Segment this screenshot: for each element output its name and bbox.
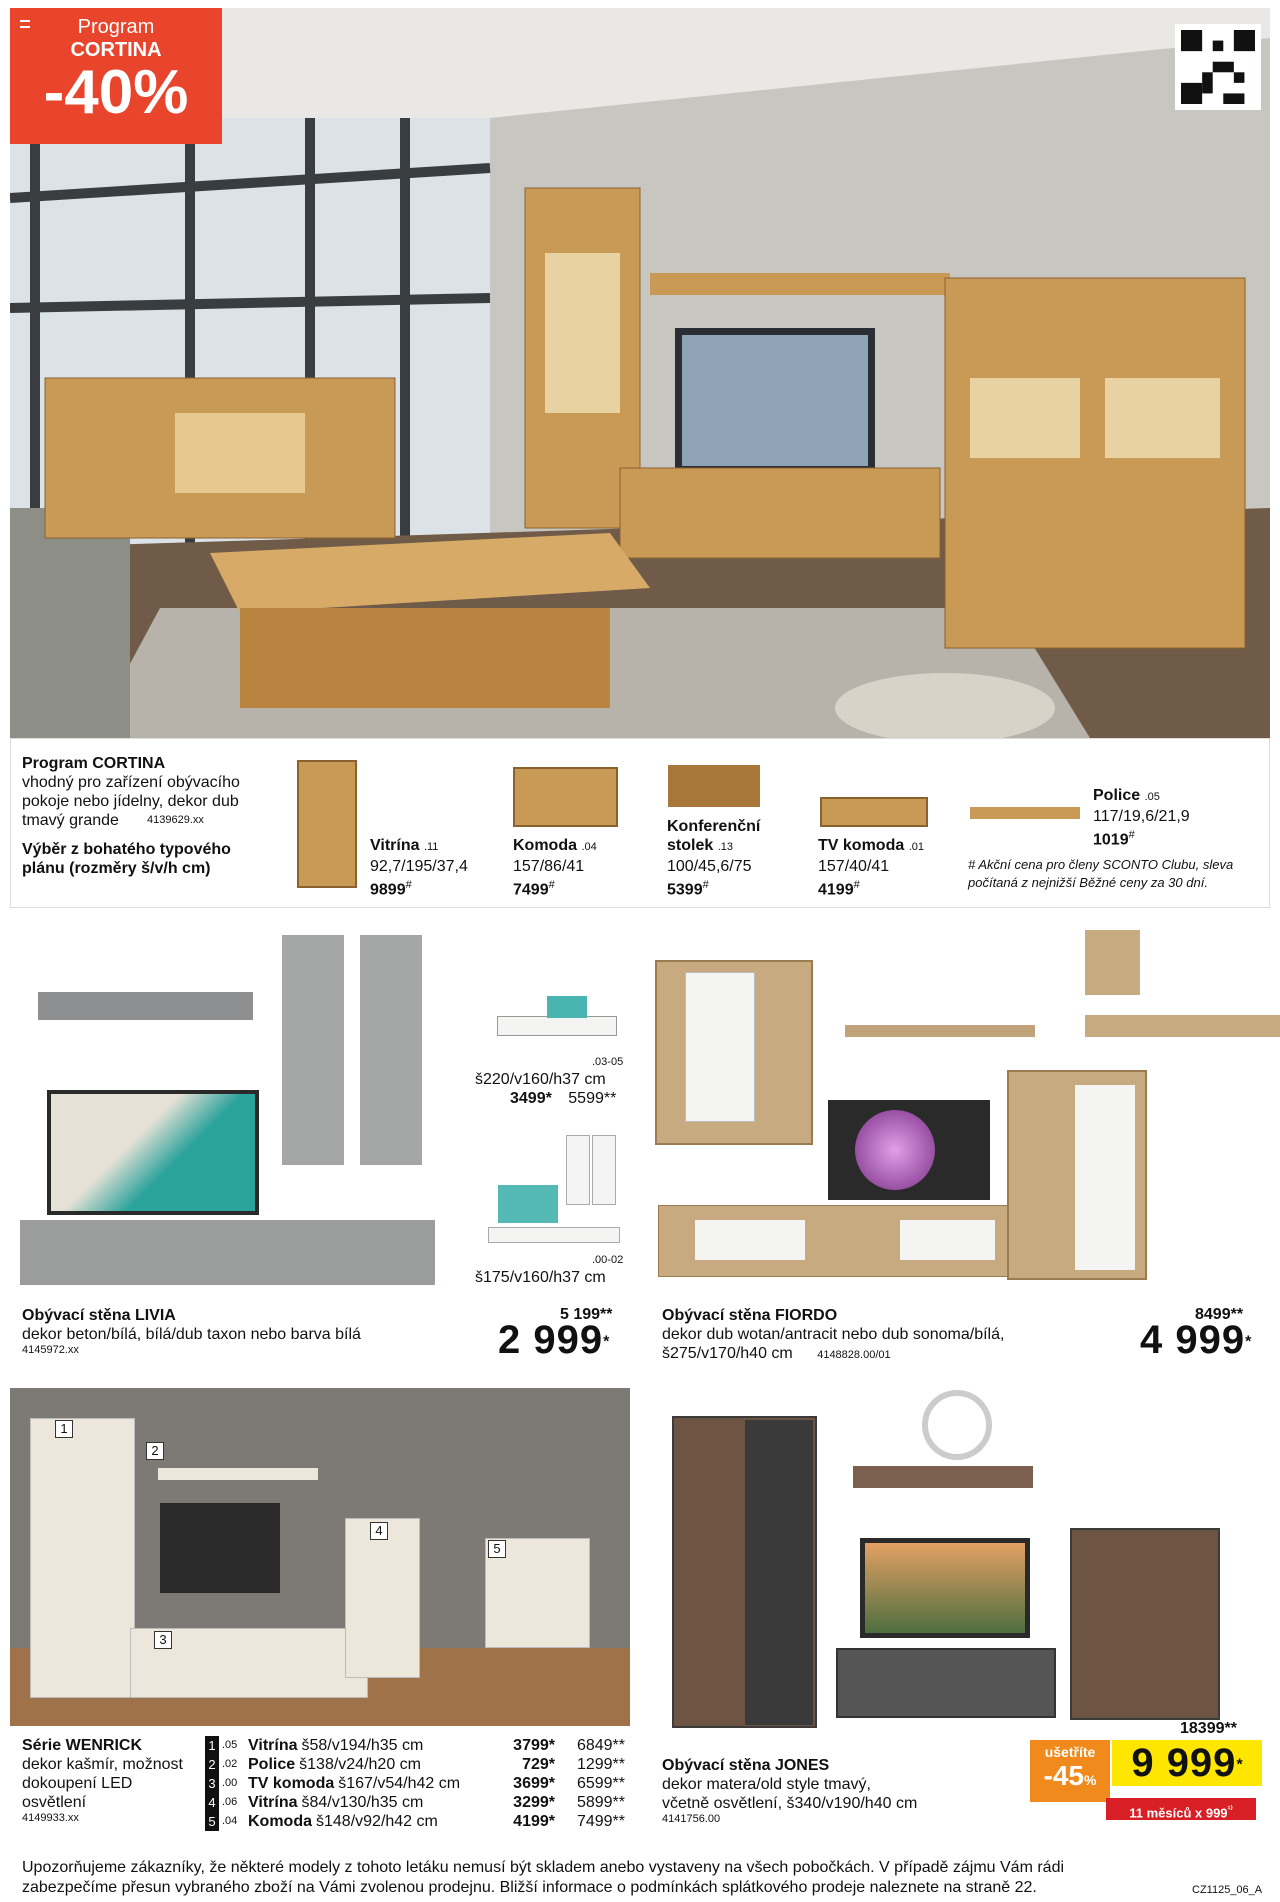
row-dims: š84/v130/h35 cm: [301, 1794, 424, 1811]
row-name: Police: [248, 1756, 296, 1773]
row-price: 3799*: [513, 1737, 555, 1754]
livia-variant2-dims: š175/v160/h37 cm: [475, 1269, 606, 1286]
wenrick-desc: dekor kašmír, možnost dokoupení LED osvětlení: [22, 1756, 183, 1811]
row-price: 4199*: [513, 1813, 555, 1830]
item-name: TV komoda: [818, 837, 905, 854]
jones-info: [662, 1756, 1002, 1825]
badge-line1: Program: [77, 16, 155, 38]
wenrick-image: [10, 1388, 630, 1726]
item-name: Vitrína: [370, 837, 420, 854]
wenrick-row: [205, 1755, 625, 1774]
jones-price-box: [1112, 1740, 1262, 1786]
save-pct: -45: [1043, 1760, 1084, 1791]
save-percent: [1030, 1760, 1110, 1792]
fiordo-desc: dekor dub wotan/antracit nebo dub sonoma/bílá,: [662, 1326, 1005, 1343]
price-value: 4 999: [1140, 1318, 1246, 1362]
wenrick-title: Série WENRICK: [22, 1737, 143, 1754]
jones-code: 4141756.00: [662, 1813, 721, 1825]
wenrick-row: [205, 1793, 625, 1812]
jones-old-price: 18399**: [1180, 1720, 1237, 1737]
row-price: 729*: [522, 1756, 555, 1773]
hash-mark: #: [548, 879, 555, 891]
cortina-item: [667, 817, 777, 899]
price-value: 2 999: [498, 1318, 604, 1362]
livia-desc: dekor beton/bílá, bílá/dub taxon nebo barva bílá: [22, 1326, 361, 1343]
row-num: 1: [205, 1736, 219, 1755]
dims: š275/v170/h40 cm: [662, 1345, 793, 1362]
jones-image: [660, 1390, 1265, 1730]
footer-note: Upozorňujeme zákazníky, že některé modely z tohoto letáku nemusí být skladem anebo vystaveny na všech pobočkách. V případě zájmu Vám rádi zabezpečíme přesun vybraného zboží na Vámi zvolenou prodejnu. Bližší informace o podmínkách splátkového prodeje naleznete na straně 22.: [22, 1859, 1065, 1896]
cortina-item: [818, 836, 924, 899]
jones-desc1: dekor matera/old style tmavý,: [662, 1776, 871, 1793]
item-price: 7499: [513, 881, 549, 899]
item-dims: 157/86/41: [513, 858, 585, 875]
row-code: .04: [222, 1815, 238, 1827]
item-dims: 100/45,6/75: [667, 858, 752, 875]
item-dims: 117/19,6/21,9: [1093, 808, 1190, 825]
price-star: *: [1245, 1333, 1252, 1351]
badge-discount: -40%: [43, 58, 189, 127]
item-code: .01: [908, 841, 924, 853]
row-code: .00: [222, 1777, 238, 1789]
row-name: TV komoda: [248, 1775, 335, 1792]
cortina-item: [1093, 786, 1190, 849]
page-code: CZ1125_06_A: [1192, 1884, 1263, 1896]
cortina-note: # Akční cena pro členy SCONTO Clubu, sleva počítaná z nejnižší Běžné ceny za 30 dní.: [968, 857, 1234, 890]
wenrick-label-5: 5: [488, 1540, 506, 1558]
item-price: 4199: [818, 881, 854, 899]
livia-variant1-dims: š220/v160/h37 cm: [475, 1071, 606, 1088]
fiordo-dims: [662, 1344, 1162, 1365]
variant-price: 3499*: [510, 1090, 552, 1107]
price-star: *: [603, 1333, 610, 1351]
installments-bar: [1106, 1798, 1256, 1820]
save-sign: %: [1084, 1772, 1097, 1788]
row-old-price: 7499**: [576, 1813, 625, 1830]
row-price: 3699*: [513, 1775, 555, 1792]
badge-menu-icon: [20, 20, 30, 28]
wenrick-table: [205, 1736, 625, 1831]
livia-price: [498, 1318, 609, 1363]
wenrick-code: 4149933.xx: [22, 1812, 79, 1824]
row-name: Vitrína: [248, 1794, 298, 1811]
cortina-item: [370, 836, 468, 899]
wenrick-label-3: 3: [154, 1631, 172, 1649]
livia-variant2-code: .00-02: [592, 1254, 624, 1266]
row-name: Vitrína: [248, 1737, 298, 1754]
cortina-title: Program CORTINA: [22, 755, 166, 772]
livia-variant1-image: [497, 936, 617, 1046]
wenrick-info: [22, 1736, 197, 1824]
cortina-desc: vhodný pro zařízení obývacího pokoje nebo jídelny, dekor dub tmavý grande: [22, 774, 240, 829]
price-value: 9 999: [1131, 1741, 1237, 1785]
item-name: Komoda: [513, 837, 577, 854]
item-code: .05: [1144, 791, 1160, 803]
item-dims: 92,7/195/37,4: [370, 858, 468, 875]
wenrick-label-2: 2: [146, 1442, 164, 1460]
jones-desc2: včetně osvětlení, š340/v190/h40 cm: [662, 1795, 918, 1812]
row-dims: š148/v92/h42 cm: [316, 1813, 438, 1830]
row-name: Komoda: [248, 1813, 312, 1830]
item-name: Konferenční stolek: [667, 818, 761, 854]
price-star: *: [1236, 1756, 1243, 1774]
police-thumb: [970, 807, 1080, 819]
installments-note: ¹⁾: [1227, 1804, 1233, 1814]
tvkomoda-thumb: [820, 797, 928, 827]
row-old-price: 6599**: [576, 1775, 625, 1792]
cortina-item: [513, 836, 597, 899]
livia-image: [20, 930, 440, 1290]
wenrick-label-1: 1: [55, 1420, 73, 1438]
wenrick-row: [205, 1774, 625, 1793]
cortina-subtitle: Výběr z bohatého typového plánu (rozměry š/v/h cm): [22, 841, 231, 877]
vitrina-thumb: [297, 760, 357, 888]
item-name: Police: [1093, 787, 1141, 804]
hash-mark: #: [702, 879, 709, 891]
item-code: .11: [423, 841, 439, 853]
livia-info: [22, 1306, 422, 1356]
qr-code-icon[interactable]: [1175, 24, 1261, 110]
row-dims: š167/v54/h42 cm: [338, 1775, 461, 1792]
cortina-intro: [22, 754, 272, 878]
row-code: .02: [222, 1758, 238, 1770]
badge-line2: CORTINA: [70, 39, 162, 61]
stolek-thumb: [668, 765, 760, 807]
wenrick-row: [205, 1736, 625, 1755]
fiordo-old-price: 8499**: [1195, 1306, 1244, 1323]
fiordo-price: [1140, 1318, 1251, 1363]
row-num: 5: [205, 1812, 219, 1831]
wenrick-row: [205, 1812, 625, 1831]
savings-badge: [1030, 1740, 1110, 1802]
hash-mark: #: [405, 879, 412, 891]
item-price: 5399: [667, 881, 703, 899]
hash-mark: #: [853, 879, 860, 891]
promo-badge: [10, 8, 222, 144]
row-num: 4: [205, 1793, 219, 1812]
variant-old-price: 5599**: [568, 1090, 617, 1107]
livia-variant1-code: .03-05: [592, 1056, 624, 1068]
row-old-price: 6849**: [576, 1737, 625, 1754]
wenrick-label-4: 4: [370, 1522, 388, 1540]
row-code: .06: [222, 1796, 238, 1808]
livia-old-price: 5 199**: [560, 1306, 613, 1323]
komoda-thumb: [513, 767, 618, 827]
item-price: 1019: [1093, 831, 1129, 849]
hash-mark: #: [1128, 829, 1135, 841]
row-dims: š58/v194/h35 cm: [301, 1737, 424, 1754]
item-code: .04: [581, 841, 597, 853]
row-price: 3299*: [513, 1794, 555, 1811]
fiordo-info: [662, 1306, 1162, 1365]
row-dims: š138/v24/h20 cm: [299, 1756, 421, 1773]
livia-code: 4145972.xx: [22, 1344, 79, 1356]
item-price: 9899: [370, 881, 406, 899]
livia-variant1-prices: [510, 1089, 616, 1108]
save-label: ušetříte: [1044, 1744, 1096, 1760]
cortina-code: 4139629.xx: [147, 814, 204, 826]
row-num: 3: [205, 1774, 219, 1793]
jones-title: Obývací stěna JONES: [662, 1757, 830, 1774]
item-dims: 157/40/41: [818, 858, 890, 875]
row-code: .05: [222, 1739, 238, 1751]
livia-title: Obývací stěna LIVIA: [22, 1307, 176, 1324]
installments-text: 11 měsíců x 999: [1129, 1805, 1228, 1821]
row-num: 2: [205, 1755, 219, 1774]
fiordo-image: [655, 930, 1265, 1290]
fiordo-code: 4148828.00/01: [817, 1349, 891, 1361]
fiordo-title: Obývací stěna FIORDO: [662, 1307, 838, 1324]
livia-variant2-image: [488, 1135, 620, 1245]
item-code: .13: [717, 841, 733, 853]
row-old-price: 5899**: [576, 1794, 625, 1811]
row-old-price: 1299**: [576, 1756, 625, 1773]
